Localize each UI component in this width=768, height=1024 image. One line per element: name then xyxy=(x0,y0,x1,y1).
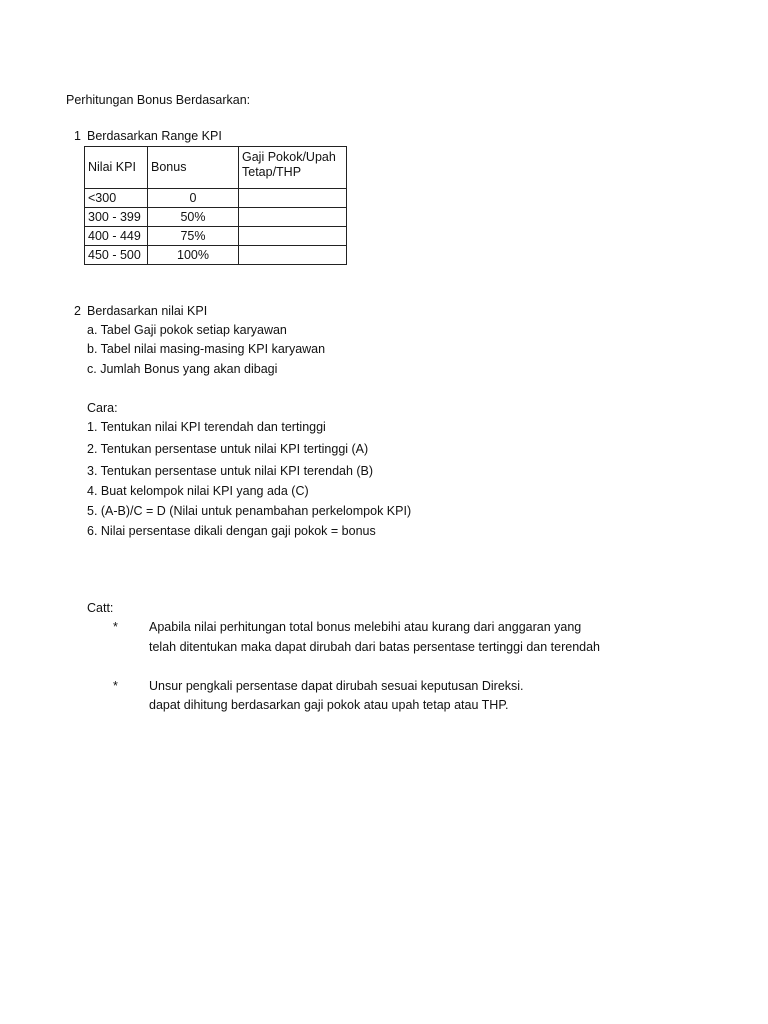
cell-nilai-kpi: 450 - 500 xyxy=(85,246,148,265)
note-text: Apabila nilai perhitungan total bonus melebihi atau kurang dari anggaran yang xyxy=(149,620,582,634)
cara-label: Cara: xyxy=(87,401,118,415)
step-item: 6. Nilai persentase dikali dengan gaji pokok = bonus xyxy=(87,524,376,538)
cell-bonus: 75% xyxy=(148,227,239,246)
document-title: Perhitungan Bonus Berdasarkan: xyxy=(66,93,251,107)
cell-gaji xyxy=(239,246,347,265)
note-text: telah ditentukan maka dapat dirubah dari batas persentase tertinggi dan terendah xyxy=(149,640,601,654)
section-2-heading: Berdasarkan nilai KPI xyxy=(87,304,208,318)
header-gaji-pokok: Gaji Pokok/Upah Tetap/THP xyxy=(239,147,347,189)
cell-nilai-kpi: <300 xyxy=(85,189,148,208)
note-text: dapat dihitung berdasarkan gaji pokok atau upah tetap atau THP. xyxy=(149,698,509,712)
cell-bonus: 0 xyxy=(148,189,239,208)
notes-label: Catt: xyxy=(87,601,114,615)
step-item: 2. Tentukan persentase untuk nilai KPI tertinggi (A) xyxy=(87,442,369,456)
step-item: 4. Buat kelompok nilai KPI yang ada (C) xyxy=(87,484,309,498)
note-bullet: * xyxy=(113,679,118,693)
table-row xyxy=(85,227,347,246)
section-1-heading: Berdasarkan Range KPI xyxy=(87,129,222,143)
section-1-number: 1 xyxy=(74,129,81,143)
requirement-item: b. Tabel nilai masing-masing KPI karyawan xyxy=(87,342,326,356)
step-item: 5. (A-B)/C = D (Nilai untuk penambahan perkelompok KPI) xyxy=(87,504,412,518)
table-row xyxy=(85,246,347,265)
requirement-item: c. Jumlah Bonus yang akan dibagi xyxy=(87,362,278,376)
cell-bonus: 50% xyxy=(148,208,239,227)
cell-nilai-kpi: 300 - 399 xyxy=(85,208,148,227)
requirement-item: a. Tabel Gaji pokok setiap karyawan xyxy=(87,323,287,337)
section-2-number: 2 xyxy=(74,304,81,318)
step-item: 3. Tentukan persentase untuk nilai KPI terendah (B) xyxy=(87,464,374,478)
table-header-row xyxy=(85,147,347,189)
header-bonus: Bonus xyxy=(148,147,239,189)
table-row xyxy=(85,189,347,208)
cell-gaji xyxy=(239,208,347,227)
step-item: 1. Tentukan nilai KPI terendah dan tertinggi xyxy=(87,420,326,434)
header-nilai-kpi: Nilai KPI xyxy=(85,147,148,189)
note-bullet: * xyxy=(113,620,118,634)
note-text: Unsur pengkali persentase dapat dirubah sesuai keputusan Direksi. xyxy=(149,679,524,693)
kpi-range-table xyxy=(84,146,347,265)
cell-nilai-kpi: 400 - 449 xyxy=(85,227,148,246)
table-row xyxy=(85,208,347,227)
cell-gaji xyxy=(239,189,347,208)
cell-bonus: 100% xyxy=(148,246,239,265)
cell-gaji xyxy=(239,227,347,246)
